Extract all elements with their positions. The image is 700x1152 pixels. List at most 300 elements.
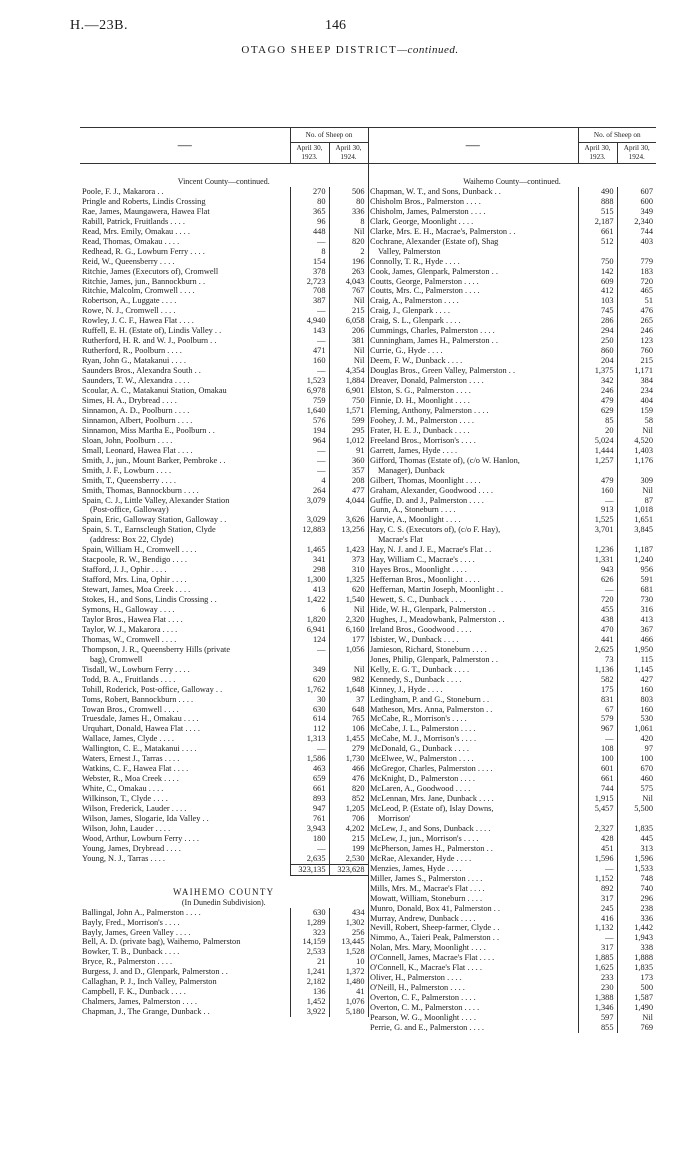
sheep-1923: 365 [290, 207, 329, 217]
sheep-1923: — [578, 496, 617, 506]
owner-name: Hughes, J., Meadowbank, Palmerston . . [370, 614, 505, 624]
sheep-1924: 338 [617, 943, 656, 953]
sheep-1924: Nil [617, 1013, 656, 1023]
sheep-1924: 177 [329, 635, 368, 645]
table-row [368, 983, 656, 993]
table-row [368, 655, 656, 665]
left-column [80, 127, 368, 1017]
sheep-1923: 3,922 [290, 1007, 329, 1017]
table-row [80, 326, 368, 336]
table-row [368, 914, 656, 924]
sheep-1923: 601 [578, 764, 617, 774]
owner-name: Bayly, Fred., Morrison's . . . . [82, 917, 180, 927]
table-row [80, 685, 368, 695]
sheep-1924: 767 [329, 286, 368, 296]
sheep-1924: 91 [329, 446, 368, 456]
sheep-1923: 1,915 [578, 794, 617, 804]
owner-name: Sinnamon, A. D., Poolburn . . . . [82, 405, 190, 415]
sheep-1924: 1,423 [329, 545, 368, 555]
section-subheading-text: (In Dunedin Subdivision). [181, 897, 266, 907]
total-1923: 323,135 [290, 864, 329, 875]
sheep-1924: 4,043 [329, 277, 368, 287]
sheep-1924: 3,845 [617, 525, 656, 535]
sheep-1924: 1,596 [617, 854, 656, 864]
table-row [80, 918, 368, 928]
sheep-1924: 234 [617, 386, 656, 396]
table-row [368, 714, 656, 724]
table-row [368, 933, 656, 943]
table-row [368, 824, 656, 834]
owner-name: Bayly, James, Green Valley . . . . [82, 927, 191, 937]
sheep-1923: 1,640 [290, 406, 329, 416]
sheep-1923: 2,182 [290, 977, 329, 987]
table-row [368, 695, 656, 705]
table-row [368, 555, 656, 565]
owner-name: Jones, Philip, Glenpark, Palmerston . . [370, 654, 498, 664]
sheep-1923: — [290, 237, 329, 247]
owner-name: bag), Cromwell [90, 654, 143, 664]
owner-name: Chisholm Bros., Palmerston . . . . [370, 196, 481, 206]
sheep-1924: 215 [329, 306, 368, 316]
owner-name: Callaghan, P. J., Inch Valley, Palmerston [82, 977, 217, 987]
owner-name: McElwee, W., Palmerston . . . . [370, 754, 474, 764]
sheep-1923: 12,883 [290, 525, 329, 535]
sheep-1923: 620 [290, 675, 329, 685]
owner-name: Smith, J., jun., Mount Barker, Pembroke . . [82, 455, 226, 465]
owner-name: Rae, James, Maungawera, Hawea Flat [82, 206, 210, 216]
table-row [80, 754, 368, 764]
table-row [80, 625, 368, 635]
sheep-1924: 310 [329, 565, 368, 575]
table-row [368, 973, 656, 983]
sheep-1924: 265 [617, 316, 656, 326]
owner-name: Ledingham, P. and G., Stoneburn . . [370, 694, 490, 704]
owner-name: Graham, Alexander, Goodwood . . . . [370, 485, 493, 495]
table-row [368, 356, 656, 366]
spacer-row [368, 164, 656, 178]
sheep-1924 [329, 505, 368, 515]
sheep-1924: 1,325 [329, 575, 368, 585]
owner-name: Mills, Mrs. M., Macrae's Flat . . . . [370, 883, 485, 893]
table-row [80, 446, 368, 456]
owner-name: Bell, A. D. (private bag), Waihemo, Palmerston [82, 937, 241, 947]
table-row [80, 724, 368, 734]
table-row [80, 316, 368, 326]
sheep-1923: 412 [578, 286, 617, 296]
sheep-1924: 982 [329, 675, 368, 685]
section-heading [80, 876, 368, 898]
sheep-1923: 3,701 [578, 525, 617, 535]
owner-name: Matheson, Mrs. Anna, Palmerston . . [370, 704, 493, 714]
sheep-1923: 67 [578, 705, 617, 715]
owner-name: Cook, James, Glenpark, Palmerston . . [370, 266, 498, 276]
owner-name: Waters, Ernest J., Tarras . . . . [82, 754, 180, 764]
sheep-1924: 1,205 [329, 804, 368, 814]
sheep-1924: 600 [617, 197, 656, 207]
owner-name: Macrae's Flat [378, 535, 423, 545]
sheep-1924: 434 [329, 908, 368, 918]
table-row [368, 466, 656, 476]
owner-name: Sinnamon, Albert, Poolburn . . . . [82, 415, 193, 425]
sheep-1924: 1,240 [617, 555, 656, 565]
sheep-1924: 670 [617, 764, 656, 774]
owner-name: Scoular, A. C., Matakanui Station, Omakau [82, 386, 227, 396]
sheep-1923: 317 [578, 894, 617, 904]
owner-name: Miller, James S., Palmerston . . . . [370, 873, 483, 883]
table-row [368, 545, 656, 555]
sheep-1923: 416 [578, 914, 617, 924]
sheep-1923 [578, 814, 617, 824]
sheep-1924: 37 [329, 695, 368, 705]
owner-name: Saunders, T. W., Alexandra . . . . [82, 376, 190, 386]
owner-name: Smith, J. F., Lowburn . . . . [82, 465, 172, 475]
table-row [80, 386, 368, 396]
table-row [80, 277, 368, 287]
owner-name: Wilson, John, Lauder . . . . [82, 823, 171, 833]
spacer-cell [368, 164, 656, 178]
table-row [80, 665, 368, 675]
sheep-1923: 512 [578, 237, 617, 247]
sheep-1923: 5,457 [578, 804, 617, 814]
owner-name: Gilbert, Thomas, Moonlight . . . . [370, 475, 481, 485]
sheep-1924: 159 [617, 406, 656, 416]
sheep-1924: 1,455 [329, 734, 368, 744]
sheep-1923: — [290, 744, 329, 754]
sheep-1924: 367 [617, 625, 656, 635]
sheep-1924: 1,171 [617, 366, 656, 376]
owner-name: Chalmers, James, Palmerston . . . . [82, 997, 197, 1007]
owner-name: Webster, R., Moa Creek . . . . [82, 774, 179, 784]
sheep-1924: 106 [329, 724, 368, 734]
table-row [80, 977, 368, 987]
sheep-1924: 196 [329, 257, 368, 267]
table-row [80, 336, 368, 346]
sheep-1923: 5,024 [578, 436, 617, 446]
owner-name: Smith, Thomas, Bannockburn . . . . [82, 485, 199, 495]
year-1923-header: April 30, 1923. [578, 143, 617, 164]
sheep-1923: 888 [578, 197, 617, 207]
table-row [80, 227, 368, 237]
sheep-1923: 286 [578, 316, 617, 326]
table-row [368, 585, 656, 595]
sheep-1924: 80 [329, 197, 368, 207]
sheep-1923: 6,978 [290, 386, 329, 396]
sheep-1924: 1,540 [329, 595, 368, 605]
owner-name: Frater, H. E. J., Dunback . . . . [370, 425, 470, 435]
sheep-1923: 80 [290, 197, 329, 207]
table-row [368, 386, 656, 396]
sheep-1924: 1,528 [329, 947, 368, 957]
table-row [80, 967, 368, 977]
sheep-group-header: No. of Sheep on [290, 128, 368, 143]
table-row [80, 565, 368, 575]
table-row [368, 724, 656, 734]
sheep-1924: 256 [329, 928, 368, 938]
sheep-1924: 41 [329, 987, 368, 997]
owner-name: Rowley, J. C. F., Hawea Flat . . . . [82, 316, 194, 326]
owner-name: Nolan, Mrs. Mary, Moonlight . . . . [370, 943, 486, 953]
sheep-1923: 250 [578, 336, 617, 346]
sheep-1923: 1,152 [578, 874, 617, 884]
table-row [368, 675, 656, 685]
sheep-1923: 233 [578, 973, 617, 983]
sheep-1924: 1,442 [617, 923, 656, 933]
owner-name: Clark, George, Moonlight . . . . [370, 216, 474, 226]
table-row [368, 953, 656, 963]
table-row [80, 987, 368, 997]
sheep-1924: 316 [617, 605, 656, 615]
sheep-1924: 313 [617, 844, 656, 854]
sheep-1924: 246 [617, 326, 656, 336]
sheep-1923: 1,241 [290, 967, 329, 977]
sheep-1924: 427 [617, 675, 656, 685]
owner-name: Truesdale, James H., Omakau . . . . [82, 714, 199, 724]
sheep-1924: 373 [329, 555, 368, 565]
sheep-1923: 2,187 [578, 217, 617, 227]
owner-name: McKnight, D., Palmerston . . . . [370, 774, 475, 784]
table-row [80, 436, 368, 446]
table-row [80, 794, 368, 804]
sheep-1924: Nil [329, 296, 368, 306]
owner-name: (address: Box 22, Clyde) [90, 535, 174, 545]
sheep-1924: 1,648 [329, 685, 368, 695]
spacer-row [80, 164, 368, 178]
sheep-1923: 855 [578, 1023, 617, 1033]
owner-name: Fleming, Anthony, Palmerston . . . . [370, 405, 489, 415]
table-row [368, 774, 656, 784]
owner-name: Jamieson, Richard, Stoneburn . . . . [370, 644, 487, 654]
sheep-1923: 661 [290, 784, 329, 794]
sheep-1924: 100 [617, 754, 656, 764]
sheep-1923: 1,289 [290, 918, 329, 928]
table-row [80, 695, 368, 705]
owner-name: Hay, C. S. (Executors of), (c/o F. Hay), [370, 525, 501, 535]
table-row [368, 525, 656, 535]
sheep-1924: 1,187 [617, 545, 656, 555]
table-row [80, 784, 368, 794]
sheep-1923: 761 [290, 814, 329, 824]
sheep-1924: 115 [617, 655, 656, 665]
sheep-1923: 378 [290, 267, 329, 277]
owner-name: McCabe, R., Morrison's . . . . [370, 714, 467, 724]
sheep-1923: 471 [290, 346, 329, 356]
sheep-1923: 1,523 [290, 376, 329, 386]
table-row [80, 908, 368, 918]
sheep-1924: 8 [329, 217, 368, 227]
owner-name: Hay, William C., Macrae's . . . . [370, 555, 475, 565]
owner-name: Thomas, W., Cromwell . . . . [82, 634, 177, 644]
sheep-1924: 477 [329, 486, 368, 496]
sheep-1924: 476 [329, 774, 368, 784]
table-row [368, 754, 656, 764]
owner-name: (Post-office, Galloway) [90, 505, 169, 515]
sheep-1924: 336 [329, 207, 368, 217]
table-row [368, 476, 656, 486]
owner-name: Sloan, John, Poolburn . . . . [82, 435, 173, 445]
table-row [80, 947, 368, 957]
sheep-1924 [329, 535, 368, 545]
sheep-1924: 740 [617, 884, 656, 894]
sheep-1923: 1,465 [290, 545, 329, 555]
page-title-main: OTAGO SHEEP DISTRICT [241, 44, 398, 56]
owner-name: Watkins, C. F., Hawea Flat . . . . [82, 764, 189, 774]
sheep-1924: 466 [617, 635, 656, 645]
owner-name: McPherson, James H., Palmerston . . [370, 843, 493, 853]
sheep-1923: 576 [290, 416, 329, 426]
owner-name: Smith, T., Queensberry . . . . [82, 475, 177, 485]
table-row [80, 844, 368, 854]
page-title-suffix: —continued. [397, 44, 459, 56]
sheep-1924: 466 [329, 764, 368, 774]
sheep-1923: 317 [578, 943, 617, 953]
owner-name: Craig, A., Palmerston . . . . [370, 296, 459, 306]
sheep-1923: 2,533 [290, 947, 329, 957]
owner-name: Read, Mrs. Emily, Omakau . . . . [82, 226, 190, 236]
sheep-1924: 1,076 [329, 997, 368, 1007]
table-row [368, 346, 656, 356]
owner-name: McGregor, Charles, Palmerston . . . . [370, 764, 493, 774]
table-row [368, 665, 656, 675]
sheep-1923: 341 [290, 555, 329, 565]
sheep-1923: 490 [578, 187, 617, 197]
sheep-1923: 1,444 [578, 446, 617, 456]
owner-name: Pearson, W. G., Moonlight . . . . [370, 1013, 476, 1023]
table-row [368, 864, 656, 874]
sheep-1924: 460 [617, 774, 656, 784]
sheep-1923: 2,723 [290, 277, 329, 287]
owner-name: Douglas Bros., Green Valley, Palmerston . . [370, 366, 516, 376]
sheep-1924 [329, 655, 368, 665]
owner-name: Connolly, T. R., Hyde . . . . [370, 256, 460, 266]
report-code: H.—23B. [70, 18, 128, 33]
table-row [368, 1023, 656, 1033]
owner-name: Rowe, N. J., Cromwell . . . . [82, 306, 176, 316]
table-row [80, 854, 368, 864]
sheep-1923: 630 [290, 908, 329, 918]
owner-name: Saunders Bros., Alexandra South . . [82, 366, 201, 376]
owner-name: Heffernan Bros., Moonlight . . . . [370, 575, 480, 585]
right-column [368, 127, 656, 1033]
sheep-1924: 465 [617, 286, 656, 296]
owner-name: O'Connell, James, Macrae's Flat . . . . [370, 953, 495, 963]
owner-name: Garrett, James, Hyde . . . . [370, 445, 458, 455]
owner-name: Elston, S. G., Palmerston . . . . [370, 386, 471, 396]
owner-name: Overton, C. M., Palmerston . . . . [370, 1003, 480, 1013]
sheep-1923: 428 [578, 834, 617, 844]
sheep-1923: 100 [578, 754, 617, 764]
owner-name: Chapman, W. T., and Sons, Dunback . . [370, 186, 501, 196]
owner-name: Craig, S. L., Glenpark . . . . [370, 316, 461, 326]
sheep-1923: 1,422 [290, 595, 329, 605]
sheep-1924: 404 [617, 396, 656, 406]
total-label [80, 864, 290, 875]
sheep-1923: 20 [578, 426, 617, 436]
sheep-1923: 441 [578, 635, 617, 645]
sheep-1923: 154 [290, 257, 329, 267]
table-row [80, 734, 368, 744]
sheep-1923: 582 [578, 675, 617, 685]
sheep-1923: 661 [578, 774, 617, 784]
table-row [80, 705, 368, 715]
sheep-1924: 1,835 [617, 824, 656, 834]
sheep-1923: 659 [290, 774, 329, 784]
sheep-1924: 500 [617, 983, 656, 993]
sheep-1923: 1,375 [578, 366, 617, 376]
sheep-1923: 387 [290, 296, 329, 306]
sheep-1924: 403 [617, 237, 656, 247]
sheep-1924 [617, 814, 656, 824]
sheep-1924: 97 [617, 744, 656, 754]
table-row [80, 635, 368, 645]
sheep-1923: 1,236 [578, 545, 617, 555]
sheep-1924: 591 [617, 575, 656, 585]
owner-name: McLew, J., and Sons, Dunback . . . . [370, 823, 491, 833]
owner-name: Read, Thomas, Omakau . . . . [82, 236, 180, 246]
sheep-1923: 6,941 [290, 625, 329, 635]
sheep-1923: 160 [290, 356, 329, 366]
sheep-1923: 349 [290, 665, 329, 675]
sheep-1924: 381 [329, 336, 368, 346]
sheep-1924: Nil [329, 227, 368, 237]
sheep-1923: 1,132 [578, 923, 617, 933]
owner-name: Redhead, R. G., Lowburn Ferry . . . . [82, 246, 205, 256]
sheep-1923: 1,388 [578, 993, 617, 1003]
owner-name: Chisholm, James, Palmerston . . . . [370, 206, 486, 216]
sheep-1923 [578, 247, 617, 257]
owner-name: Urquhart, Donald, Hawea Flat . . . . [82, 724, 200, 734]
table-row [368, 874, 656, 884]
owner-name: McLeod, P. (Estate of), Islay Downs, [370, 804, 494, 814]
sheep-1923: 579 [578, 714, 617, 724]
sheep-1924: 208 [329, 476, 368, 486]
table-row [80, 237, 368, 247]
sheep-1924: Nil [329, 346, 368, 356]
sheep-1923: 661 [578, 227, 617, 237]
sheep-1923: 245 [578, 904, 617, 914]
sheep-1924: 956 [617, 565, 656, 575]
table-row [80, 296, 368, 306]
owner-name: Rutherford, H. R. and W. J., Poolburn . . [82, 336, 217, 346]
sheep-1923: — [578, 585, 617, 595]
owner-name: Bowker, T. B., Dunback . . . . [82, 947, 180, 957]
name-column-header: — [368, 128, 578, 164]
owner-name: Isbister, W., Dunback . . . . [370, 634, 459, 644]
sheep-1923: 323 [290, 928, 329, 938]
sheep-1924: 6,901 [329, 386, 368, 396]
table-row [368, 814, 656, 824]
sheep-1924: 1,018 [617, 505, 656, 515]
sheep-1923: 175 [578, 685, 617, 695]
sheep-1924: 349 [617, 207, 656, 217]
table-row [368, 257, 656, 267]
sheep-1923: 630 [290, 705, 329, 715]
table-row [80, 286, 368, 296]
sheep-1924: 420 [617, 734, 656, 744]
table-row [368, 615, 656, 625]
spacer-cell [80, 164, 368, 178]
owner-name: Dreaver, Donald, Palmerston . . . . [370, 376, 484, 386]
table-row [368, 1013, 656, 1023]
owner-name: O'Neill, H., Palmerston . . . . [370, 983, 465, 993]
sheep-1924: 1,835 [617, 963, 656, 973]
owner-name: Cummings, Charles, Palmerston . . . . [370, 326, 495, 336]
sheep-1924: 13,256 [329, 525, 368, 535]
sheep-1924: 744 [617, 227, 656, 237]
table-row [80, 545, 368, 555]
sheep-1923: 597 [578, 1013, 617, 1023]
sheep-1923: 298 [290, 565, 329, 575]
sheep-1924: 1,943 [617, 933, 656, 943]
